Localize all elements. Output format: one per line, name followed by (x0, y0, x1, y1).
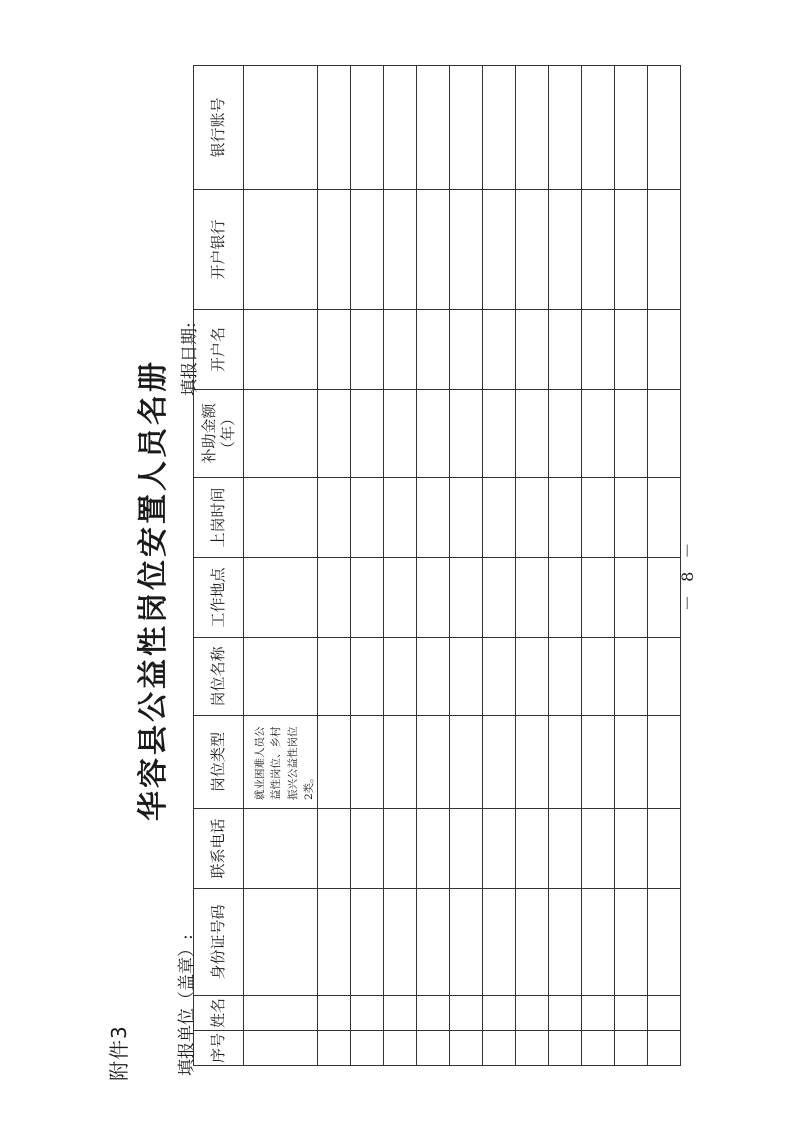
table-cell (450, 716, 483, 809)
table-cell (582, 638, 615, 716)
table-row (318, 66, 351, 1066)
table-cell (483, 1031, 516, 1066)
table-cell (244, 190, 318, 310)
table-cell (483, 190, 516, 310)
header-cell-account-name: 开户名 (194, 310, 244, 390)
table-cell (648, 716, 681, 809)
table-cell (615, 716, 648, 809)
table-cell (516, 390, 549, 478)
table-cell (417, 558, 450, 638)
table-cell (318, 190, 351, 310)
table-cell (615, 809, 648, 889)
table-cell (318, 638, 351, 716)
table-cell (615, 190, 648, 310)
table-cell (516, 310, 549, 390)
table-cell (244, 638, 318, 716)
table-cell (516, 638, 549, 716)
table-cell (582, 889, 615, 996)
table-cell (549, 310, 582, 390)
table-cell (648, 638, 681, 716)
table-cell (615, 478, 648, 558)
table-row (417, 66, 450, 1066)
table-cell (450, 996, 483, 1031)
header-row (194, 66, 244, 1066)
table-cell (351, 310, 384, 390)
table-cell (615, 310, 648, 390)
table-row (516, 66, 549, 1066)
table-cell (615, 638, 648, 716)
table-cell (244, 1031, 318, 1066)
table-cell (549, 66, 582, 190)
table-cell (351, 809, 384, 889)
table-cell (318, 478, 351, 558)
table-cell (244, 889, 318, 996)
attachment-label: 附件3 (107, 1025, 131, 1081)
table-cell (351, 478, 384, 558)
table-cell (384, 1031, 417, 1066)
header-cell-seq: 序号 (194, 1031, 244, 1066)
table-cell (483, 558, 516, 638)
table-cell (417, 478, 450, 558)
table-cell (450, 310, 483, 390)
table-cell (516, 558, 549, 638)
header-cell-phone: 联系电话 (194, 809, 244, 889)
table-cell (351, 190, 384, 310)
table-row (351, 66, 384, 1066)
table-cell (244, 996, 318, 1031)
table-cell (244, 390, 318, 478)
table-cell (615, 558, 648, 638)
header-cell-name: 姓名 (194, 996, 244, 1031)
fill-unit-label: 填报单位（盖章）: (177, 934, 197, 1076)
table-cell (351, 889, 384, 996)
table-row (450, 66, 483, 1066)
header-cell-id-number: 身份证号码 (194, 889, 244, 996)
table-cell (450, 889, 483, 996)
table-cell (318, 310, 351, 390)
table-cell (417, 638, 450, 716)
table-cell (516, 66, 549, 190)
fill-date-label: 填报日期: (180, 322, 200, 396)
table-cell (417, 390, 450, 478)
table-cell (351, 1031, 384, 1066)
header-cell-post-type: 岗位类型 (194, 716, 244, 809)
table-row (549, 66, 582, 1066)
header-cell-account-number: 银行账号 (194, 66, 244, 190)
table-cell (648, 190, 681, 310)
table-cell (483, 716, 516, 809)
table-cell (351, 66, 384, 190)
table-cell (516, 478, 549, 558)
table-cell (615, 1031, 648, 1066)
table-cell (417, 996, 450, 1031)
table-cell (318, 1031, 351, 1066)
table-cell (483, 996, 516, 1031)
table-cell (417, 66, 450, 190)
roster-body (244, 66, 681, 1066)
table-cell (582, 390, 615, 478)
page-number: － 8 － (678, 538, 697, 611)
table-cell (384, 558, 417, 638)
table-cell (244, 310, 318, 390)
table-cell (384, 889, 417, 996)
table-cell (318, 66, 351, 190)
table-cell (516, 190, 549, 310)
table-cell (318, 996, 351, 1031)
table-cell (384, 716, 417, 809)
table-cell (648, 390, 681, 478)
table-cell (582, 1031, 615, 1066)
table-cell (450, 558, 483, 638)
table-cell (244, 478, 318, 558)
table-cell (351, 390, 384, 478)
table-cell (384, 638, 417, 716)
table-cell (417, 190, 450, 310)
table-cell (615, 66, 648, 190)
table-cell (318, 809, 351, 889)
table-cell (615, 996, 648, 1031)
table-cell (450, 1031, 483, 1066)
table-cell (582, 478, 615, 558)
table-cell (483, 809, 516, 889)
table-cell (615, 390, 648, 478)
table-cell (450, 638, 483, 716)
table-cell (549, 716, 582, 809)
table-cell (450, 478, 483, 558)
table-row (615, 66, 648, 1066)
table-cell (318, 716, 351, 809)
table-cell (549, 809, 582, 889)
roster-table (193, 65, 681, 1066)
table-cell (384, 478, 417, 558)
table-cell (549, 996, 582, 1031)
table-cell (549, 1031, 582, 1066)
header-cell-start-time: 上岗时间 (194, 478, 244, 558)
table-cell (582, 809, 615, 889)
table-cell (648, 310, 681, 390)
table-cell (450, 809, 483, 889)
table-cell (516, 716, 549, 809)
table-cell (384, 66, 417, 190)
table-cell (648, 889, 681, 996)
table-cell (450, 190, 483, 310)
table-cell (450, 66, 483, 190)
table-cell (516, 996, 549, 1031)
table-cell (549, 390, 582, 478)
table-cell (648, 1031, 681, 1066)
table-cell (516, 889, 549, 996)
header-cell-work-location: 工作地点 (194, 558, 244, 638)
table-cell (244, 66, 318, 190)
table-cell (351, 558, 384, 638)
table-cell (582, 310, 615, 390)
table-cell (318, 390, 351, 478)
table-cell (384, 310, 417, 390)
table-cell (516, 809, 549, 889)
table-cell (582, 558, 615, 638)
table-cell (582, 716, 615, 809)
table-cell (483, 390, 516, 478)
header-cell-subsidy: 补助金额（年） (194, 390, 244, 478)
table-cell (318, 558, 351, 638)
table-cell (615, 889, 648, 996)
table-cell (648, 996, 681, 1031)
table-cell (648, 66, 681, 190)
table-cell (351, 638, 384, 716)
table-cell (384, 996, 417, 1031)
table-cell (417, 1031, 450, 1066)
table-cell (483, 478, 516, 558)
table-cell (450, 390, 483, 478)
document-title: 华容县公益性岗位安置人员名册 (136, 359, 171, 821)
table-cell (318, 889, 351, 996)
table-cell (244, 558, 318, 638)
table-cell (384, 190, 417, 310)
table-cell (244, 809, 318, 889)
table-cell (549, 889, 582, 996)
table-cell (516, 1031, 549, 1066)
table-cell (351, 996, 384, 1031)
table-cell (417, 809, 450, 889)
header-cell-post-name: 岗位名称 (194, 638, 244, 716)
table-cell (351, 716, 384, 809)
table-cell (483, 310, 516, 390)
table-cell (582, 996, 615, 1031)
table-cell (417, 889, 450, 996)
table-cell (384, 809, 417, 889)
table-cell (384, 390, 417, 478)
table-cell (417, 310, 450, 390)
table-cell (417, 716, 450, 809)
table-row (244, 66, 318, 1066)
table-cell (648, 809, 681, 889)
table-cell (549, 478, 582, 558)
table-cell (549, 638, 582, 716)
table-cell (483, 66, 516, 190)
table-cell (549, 190, 582, 310)
table-row (582, 66, 615, 1066)
table-row (483, 66, 516, 1066)
table-cell (582, 66, 615, 190)
table-cell (582, 190, 615, 310)
post-type-note: 就业困难人员公益性岗位、乡村振兴公益性岗位2类。 (244, 716, 318, 809)
header-cell-bank: 开户银行 (194, 190, 244, 310)
table-cell (549, 558, 582, 638)
table-row (384, 66, 417, 1066)
table-cell (483, 638, 516, 716)
table-cell (483, 889, 516, 996)
